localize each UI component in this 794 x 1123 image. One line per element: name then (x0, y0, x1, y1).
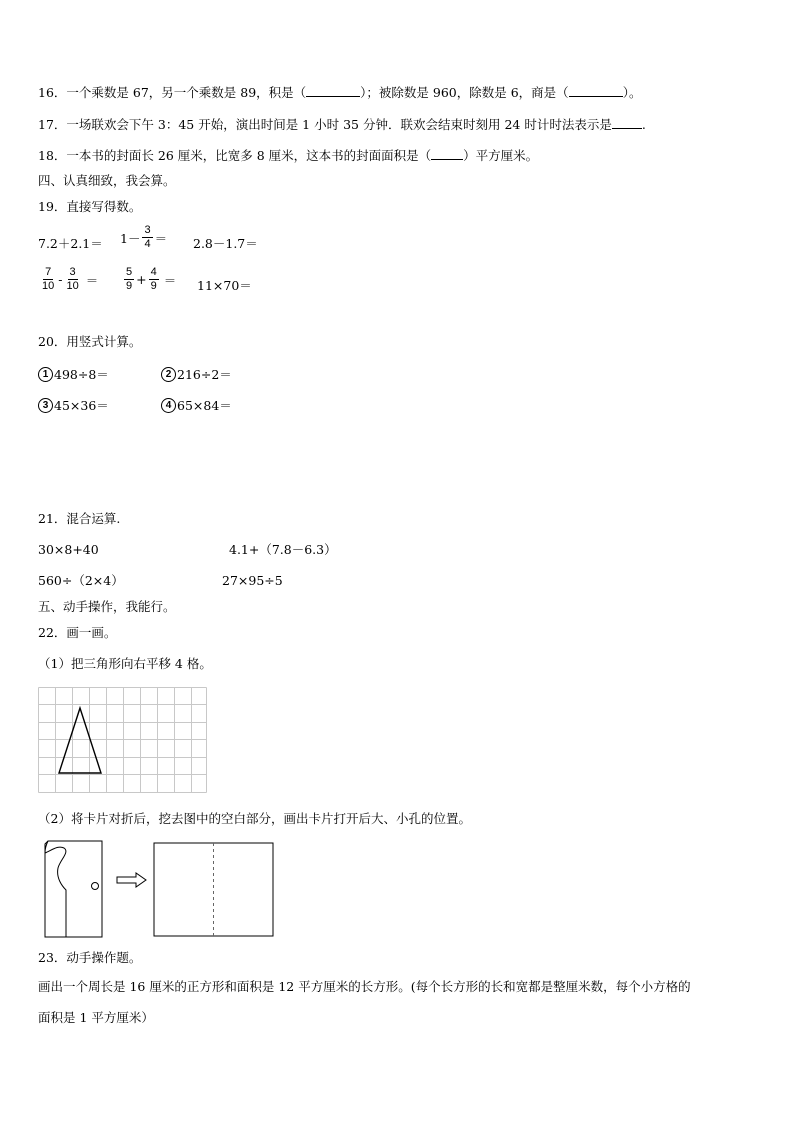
q19-expr-4-fraction-2 (64, 266, 80, 293)
q19-expr-5 (122, 266, 176, 293)
q21-expr-2: 4.1+（7.8－6.3） (229, 542, 337, 557)
q17-text-b: . (641, 117, 646, 132)
q19-expr-3-text: 2.8－1.7＝ (193, 236, 258, 251)
q21-expr-1: 30×8+40 (38, 542, 99, 557)
q23-text-line-2: 面积是 1 平方厘米） (38, 1010, 154, 1025)
q21-expr-3: 560÷（2×4） (38, 573, 124, 588)
denominator: 9 (126, 280, 133, 292)
q19-expr-3 (193, 234, 258, 252)
q17-text-a: 17．一场联欢会下午 3：45 开始，演出时间是 1 小时 35 分钟．联欢会结束时刻用 24 时计时法表示是 (38, 117, 612, 132)
q17-answer-blank[interactable] (612, 116, 642, 129)
q20-item-2 (161, 365, 232, 383)
q19-expr-2-equals: ＝ (154, 230, 168, 246)
denominator: 9 (150, 280, 157, 292)
q20-item-2-expr: 216÷2＝ (177, 367, 232, 382)
q19-expr-2-prefix: 1－ (120, 230, 141, 246)
arrow-right-icon (116, 872, 148, 888)
q19-expr-5-equals: ＝ (163, 272, 177, 288)
q16-text-b: ）；被除数是 960，除数是 6，商是（ (360, 85, 569, 100)
question-20-title: 20．用竖式计算。 (38, 334, 142, 349)
q16-text-c: ）。 (622, 85, 642, 100)
denominator: 10 (42, 280, 55, 292)
q18-answer-blank[interactable] (431, 147, 463, 160)
q20-item-1-expr: 498÷8＝ (54, 367, 109, 382)
numerator: 7 (45, 266, 52, 278)
q23-text-line-1: 画出一个周长是 16 厘米的正方形和面积是 12 平方厘米的长方形。(每个长方形的长和宽都是整厘米数，每个小方格的 (38, 979, 691, 994)
denominator: 4 (144, 238, 151, 250)
circled-number-1: 1 (38, 367, 53, 382)
question-22-title: 22．画一画。 (38, 625, 117, 640)
q19-expr-2-fraction (142, 224, 152, 251)
q16-text-a: 16．一个乘数是 67，另一个乘数是 89，积是（ (38, 85, 307, 100)
q22-grid-figure[interactable] (38, 687, 208, 795)
q18-text-a: 18．一本书的封面长 26 厘米，比宽多 8 厘米，这本书的封面面积是（ (38, 148, 432, 163)
q19-expr-5-operator: + (136, 272, 147, 287)
numerator: 4 (150, 266, 157, 278)
section-5-heading: 五、动手操作，我能行。 (38, 599, 176, 614)
q20-item-3-expr: 45×36＝ (54, 398, 109, 413)
circled-number-3: 3 (38, 398, 53, 413)
question-19-title: 19．直接写得数。 (38, 199, 142, 214)
circled-number-2: 2 (161, 367, 176, 382)
question-21-title: 21．混合运算. (38, 511, 121, 526)
q16-answer-blank-2[interactable] (569, 84, 623, 97)
q19-expr-5-fraction-1 (124, 266, 134, 293)
q19-expr-4-fraction-1 (40, 266, 56, 293)
q22-part-2: （2）将卡片对折后，挖去图中的空白部分，画出卡片打开后大、小孔的位置。 (38, 811, 471, 826)
numerator: 3 (144, 224, 151, 236)
question-17 (38, 116, 646, 133)
circled-number-4: 4 (161, 398, 176, 413)
q19-expr-1-text: 7.2＋2.1＝ (38, 236, 103, 251)
denominator: 10 (66, 280, 79, 292)
triangle-shape (59, 708, 101, 773)
open-card-canvas[interactable] (153, 842, 275, 938)
q19-expr-2 (120, 224, 167, 251)
q21-expr-4: 27×95÷5 (222, 573, 283, 588)
q19-expr-1 (38, 234, 103, 252)
q20-item-3 (38, 396, 109, 414)
q22-part-1: （1）把三角形向右平移 4 格。 (38, 656, 212, 671)
q20-item-1 (38, 365, 109, 383)
question-16 (38, 84, 641, 101)
q18-text-b: ）平方厘米。 (463, 148, 539, 163)
question-23-title: 23．动手操作题。 (38, 950, 142, 965)
numerator: 3 (69, 266, 76, 278)
q19-expr-4-equals: ＝ (85, 272, 99, 288)
q19-expr-6 (197, 276, 252, 294)
numerator: 5 (126, 266, 133, 278)
q20-item-4-expr: 65×84＝ (177, 398, 232, 413)
q19-expr-4 (38, 266, 98, 293)
q19-expr-5-fraction-2 (149, 266, 159, 293)
q19-expr-4-operator: - (58, 272, 63, 287)
q20-item-4 (161, 396, 232, 414)
folded-card-figure (40, 838, 110, 940)
question-18 (38, 147, 538, 164)
q16-answer-blank-1[interactable] (306, 84, 360, 97)
section-4-heading: 四、认真细致，我会算。 (38, 173, 176, 188)
grid-lines (39, 688, 207, 793)
small-hole-circle (92, 883, 99, 890)
q19-expr-6-text: 11×70＝ (197, 278, 252, 293)
